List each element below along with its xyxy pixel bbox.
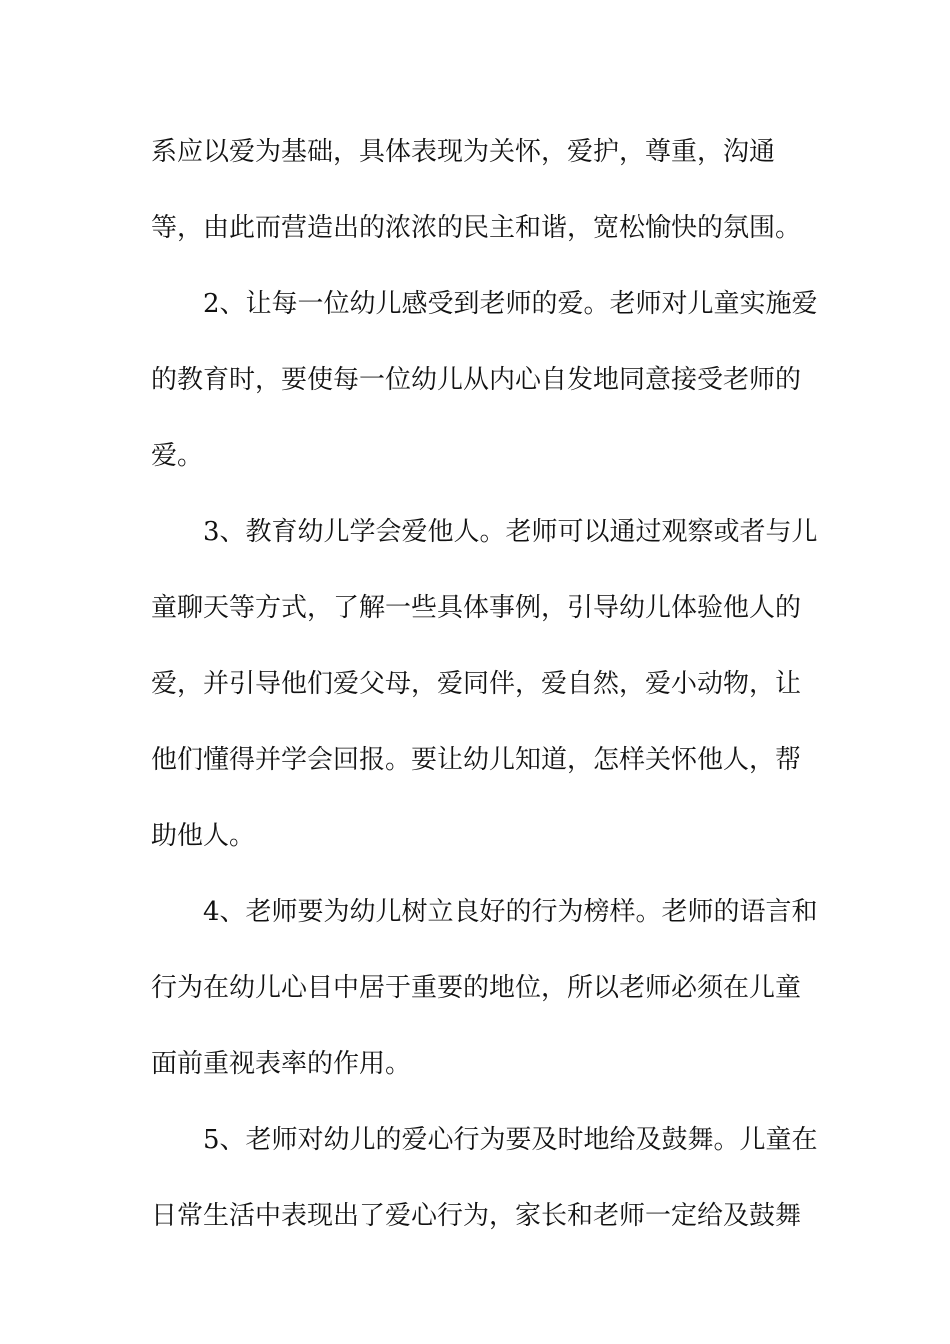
text-line-12: 行为在幼儿心目中居于重要的地位，所以老师必须在儿童 <box>151 973 802 1003</box>
text-line-10: 助他人。 <box>151 821 256 851</box>
text-line-3: 2、让每一位幼儿感受到老师的爱。老师对儿童实施爱 <box>203 289 818 319</box>
text-line-4: 的教育时，要使每一位幼儿从内心自发地同意接受老师的 <box>151 365 802 395</box>
text-line-5: 爱。 <box>151 441 204 471</box>
document-body <box>151 124 818 1264</box>
text-line-8: 爱，并引导他们爱父母，爱同伴，爱自然，爱小动物，让 <box>151 669 802 699</box>
text-line-13: 面前重视表率的作用。 <box>151 1049 412 1079</box>
text-line-14: 5、老师对幼儿的爱心行为要及时地给及鼓舞。儿童在 <box>203 1125 818 1155</box>
text-line-2: 等，由此而营造出的浓浓的民主和谐，宽松愉快的氛围。 <box>151 213 802 243</box>
text-line-1: 系应以爱为基础，具体表现为关怀，爱护，尊重，沟通 <box>151 137 776 167</box>
text-line-7: 童聊天等方式，了解一些具体事例，引导幼儿体验他人的 <box>151 593 802 623</box>
text-line-11: 4、老师要为幼儿树立良好的行为榜样。老师的语言和 <box>203 897 818 927</box>
text-line-15: 日常生活中表现出了爱心行为，家长和老师一定给及鼓舞 <box>151 1201 802 1231</box>
text-line-6: 3、教育幼儿学会爱他人。老师可以通过观察或者与儿 <box>203 517 818 547</box>
text-line-9: 他们懂得并学会回报。要让幼儿知道，怎样关怀他人，帮 <box>151 745 802 775</box>
